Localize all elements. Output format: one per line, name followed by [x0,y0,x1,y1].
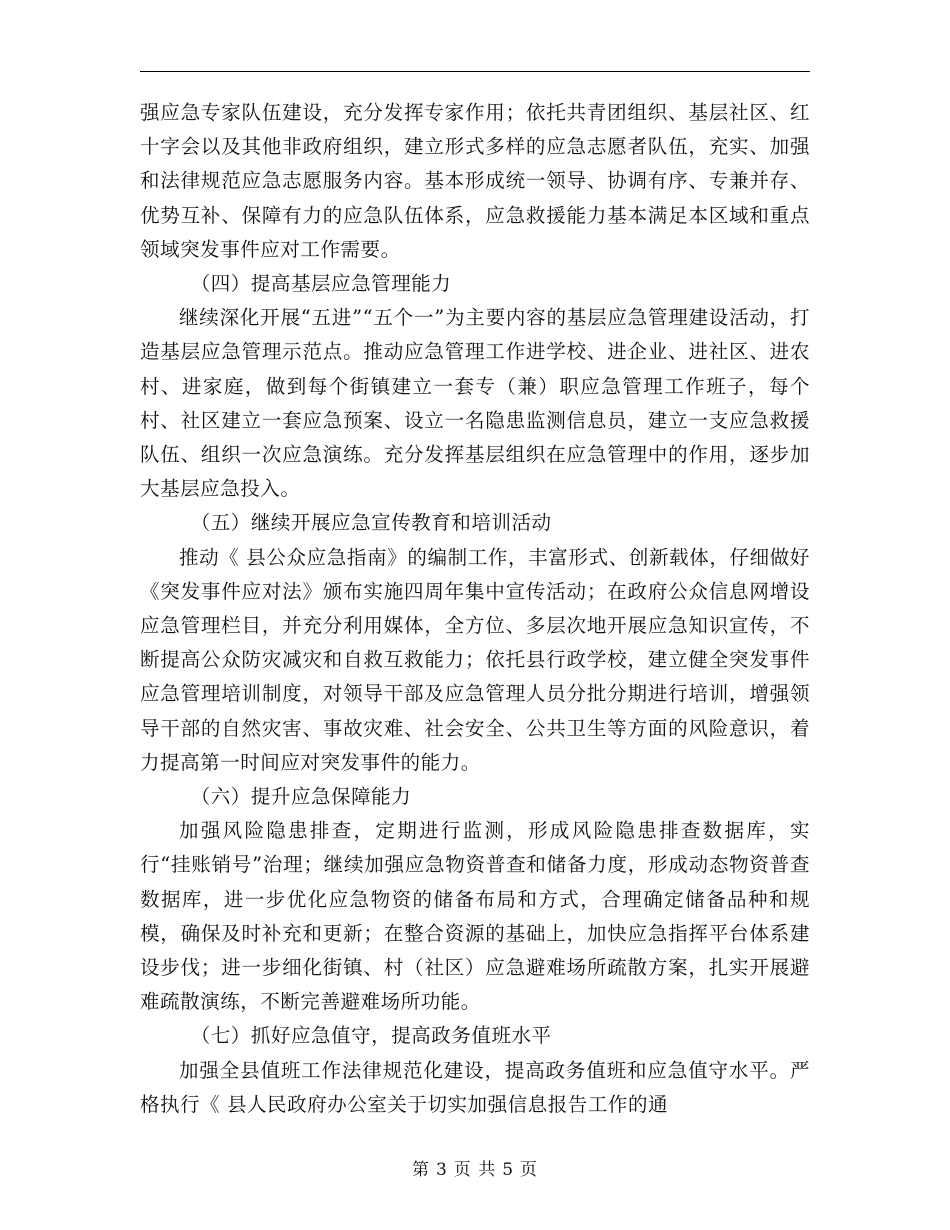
header-rule [140,71,810,72]
footer-total-pages: 5 [502,1160,515,1180]
section-heading-6: （六）提升应急保障能力 [190,785,412,809]
paragraph-3: 推动《 县公众应急指南》的编制工作，丰富形式、创新载体，仔细做好《突发事件应对法》颁布实施四周年集中宣传活动；在政府公众信息网增设应急管理栏目，并充分利用媒体，全方位、多层次地开展应急知识宣传，不断提高公众防灾减灾和自救互救能力；依托县行政学校，建立健全突发事件应急管理培训制度，对领导干部及应急管理人员分批分期进行培训，增强领导干部的自然灾害、事故灾难、社会安全、公共卫生等方面的风险意识，着力提高第一时间应对突发事件的能力。 [140,545,810,774]
paragraph-5: 加强全县值班工作法律规范化建设，提高政务值班和应急值守水平。严格执行《 县人民政府办公室关于切实加强信息报告工作的通 [140,1058,810,1116]
paragraph-1: 强应急专家队伍建设，充分发挥专家作用；依托共青团组织、基层社区、红十字会以及其他非政府组织，建立形式多样的应急志愿者队伍，充实、加强和法律规范应急志愿服务内容。基本形成统一领导、协调有序、专兼并存、优势互补、保障有力的应急队伍体系，应急救援能力基本满足本区域和重点领域突发事件应对工作需要。 [140,101,810,261]
document-body [140,96,810,1122]
section-heading-7: （七）抓好应急值守，提高政务值班水平 [190,1024,552,1048]
page-footer [0,1155,950,1180]
footer-prefix: 第 [411,1160,430,1180]
section-heading-5: （五）继续开展应急宣传教育和培训活动 [190,511,552,535]
footer-middle: 页 共 [453,1160,497,1180]
footer-suffix: 页 [520,1160,539,1180]
footer-page-number: 3 [435,1160,448,1180]
paragraph-4: 加强风险隐患排查，定期进行监测，形成风险隐患排查数据库，实行“挂账销号”治理；继续加强应急物资普查和储备力度，形成动态物资普查数据库，进一步优化应急物资的储备布局和方式，合理确定储备品种和规模，确保及时补充和更新；在整合资源的基础上，加快应急指挥平台体系建设步伐；进一步细化街镇、村（社区）应急避难场所疏散方案，扎实开展避难疏散演练，不断完善避难场所功能。 [140,819,810,1014]
section-heading-4: （四）提高基层应急管理能力 [190,272,452,296]
paragraph-2: 继续深化开展“五进”“五个一”为主要内容的基层应急管理建设活动，打造基层应急管理示范点。推动应急管理工作进学校、进企业、进社区、进农村、进家庭，做到每个街镇建立一套专（兼）职应急管理工作班子，每个村、社区建立一套应急预案、设立一名隐患监测信息员，建立一支应急救援队伍、组织一次应急演练。充分发挥基层组织在应急管理中的作用，逐步加大基层应急投入。 [140,306,810,501]
